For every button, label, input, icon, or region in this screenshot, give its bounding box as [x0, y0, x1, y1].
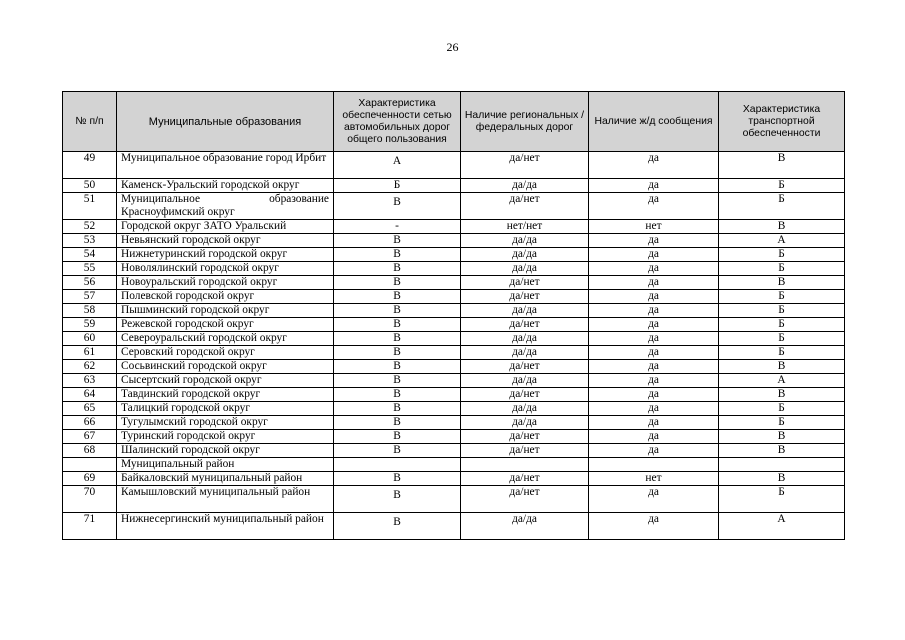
cell-regional: да/нет: [461, 444, 589, 458]
table-row: [63, 290, 845, 304]
cell-transport: Б: [719, 346, 845, 360]
table-row: [63, 402, 845, 416]
cell-transport: Б: [719, 416, 845, 430]
cell-network: В: [334, 262, 461, 276]
cell-name: Байкаловский муниципальный район: [117, 472, 334, 486]
cell-transport: В: [719, 152, 845, 179]
table-row: [63, 416, 845, 430]
table-row: [63, 332, 845, 346]
cell-name: Пышминский городской округ: [117, 304, 334, 318]
table-row: [63, 444, 845, 458]
cell-rail: да: [589, 360, 719, 374]
cell-name: Невьянский городской округ: [117, 234, 334, 248]
cell-network-value: В: [393, 196, 401, 208]
cell-regional: да/нет: [461, 388, 589, 402]
table-row: [63, 318, 845, 332]
cell-network: В: [334, 276, 461, 290]
cell-network: В: [334, 346, 461, 360]
header-transport: Характеристика транспортной обеспеченности: [719, 92, 845, 152]
cell-name: Муниципальный район: [117, 458, 334, 472]
table-row: [63, 388, 845, 402]
table-header: [63, 92, 845, 152]
cell-network: В: [334, 388, 461, 402]
cell-network: В: [334, 304, 461, 318]
header-network: Характеристика обеспеченности сетью автомобильных дорог общего пользования: [334, 92, 461, 152]
page-number: 26: [446, 40, 459, 54]
cell-rail: да: [589, 179, 719, 193]
cell-name: Тавдинский городской округ: [117, 388, 334, 402]
cell-transport: Б: [719, 193, 845, 220]
cell-num: 51: [63, 193, 117, 220]
cell-num: 68: [63, 444, 117, 458]
cell-rail: [589, 458, 719, 472]
cell-regional: да/да: [461, 332, 589, 346]
cell-name: Городской округ ЗАТО Уральский: [117, 220, 334, 234]
table-row: [63, 430, 845, 444]
cell-name: Режевской городской округ: [117, 318, 334, 332]
cell-rail: да: [589, 444, 719, 458]
cell-num: 62: [63, 360, 117, 374]
cell-rail: да: [589, 248, 719, 262]
table-row: [63, 513, 845, 540]
table-row: [63, 486, 845, 513]
cell-regional: да/да: [461, 304, 589, 318]
cell-rail: да: [589, 513, 719, 540]
cell-transport: В: [719, 220, 845, 234]
cell-transport: А: [719, 513, 845, 540]
cell-rail: да: [589, 318, 719, 332]
cell-regional: да/нет: [461, 318, 589, 332]
cell-network: В: [334, 444, 461, 458]
cell-rail: да: [589, 234, 719, 248]
table-row: [63, 346, 845, 360]
cell-network: [334, 193, 461, 220]
cell-regional: да/да: [461, 346, 589, 360]
cell-transport: А: [719, 234, 845, 248]
cell-transport: [719, 458, 845, 472]
cell-rail: да: [589, 262, 719, 276]
cell-regional: да/да: [461, 513, 589, 540]
cell-regional: да/нет: [461, 360, 589, 374]
cell-name: Камышловский муниципальный район: [117, 486, 334, 513]
cell-rail: да: [589, 486, 719, 513]
cell-regional: да/да: [461, 402, 589, 416]
cell-name: Нижнесергинский муниципальный район: [117, 513, 334, 540]
cell-network: [334, 458, 461, 472]
cell-regional: да/нет: [461, 290, 589, 304]
table-row: [63, 276, 845, 290]
cell-num: 67: [63, 430, 117, 444]
cell-network: В: [334, 332, 461, 346]
cell-regional: да/да: [461, 374, 589, 388]
cell-transport: В: [719, 276, 845, 290]
cell-transport: Б: [719, 248, 845, 262]
table-row: [63, 248, 845, 262]
cell-network: В: [334, 248, 461, 262]
cell-network: [334, 486, 461, 513]
cell-transport: Б: [719, 290, 845, 304]
cell-network: В: [334, 234, 461, 248]
cell-name: Туринский городской округ: [117, 430, 334, 444]
cell-rail: да: [589, 152, 719, 179]
cell-num: 54: [63, 248, 117, 262]
cell-transport: Б: [719, 262, 845, 276]
cell-num: 49: [63, 152, 117, 179]
cell-rail: да: [589, 193, 719, 220]
header-regional: Наличие региональных / федеральных дорог: [461, 92, 589, 152]
cell-num: 63: [63, 374, 117, 388]
cell-name: Сосьвинский городской округ: [117, 360, 334, 374]
cell-regional: да/да: [461, 416, 589, 430]
cell-num: [63, 458, 117, 472]
cell-num: 64: [63, 388, 117, 402]
cell-name: Новолялинский городской округ: [117, 262, 334, 276]
cell-num: 55: [63, 262, 117, 276]
cell-name: Талицкий городской округ: [117, 402, 334, 416]
cell-transport: В: [719, 360, 845, 374]
cell-name: Сысертский городской округ: [117, 374, 334, 388]
cell-network: В: [334, 318, 461, 332]
cell-name: Серовский городской округ: [117, 346, 334, 360]
cell-rail: да: [589, 374, 719, 388]
cell-regional: да/да: [461, 234, 589, 248]
cell-num: 53: [63, 234, 117, 248]
cell-network-value: В: [393, 489, 401, 501]
cell-regional: да/да: [461, 248, 589, 262]
cell-transport: Б: [719, 332, 845, 346]
cell-network: В: [334, 416, 461, 430]
cell-name: Тугулымский городской округ: [117, 416, 334, 430]
cell-network: [334, 513, 461, 540]
cell-name: Шалинский городской округ: [117, 444, 334, 458]
cell-name: Муниципальное образование Красноуфимский округ: [117, 193, 334, 220]
cell-network: -: [334, 220, 461, 234]
header-num: № п/п: [63, 92, 117, 152]
cell-num: 71: [63, 513, 117, 540]
cell-transport: В: [719, 388, 845, 402]
cell-network: В: [334, 472, 461, 486]
cell-rail: да: [589, 388, 719, 402]
table-row: [63, 179, 845, 193]
cell-num: 66: [63, 416, 117, 430]
cell-regional: да/да: [461, 179, 589, 193]
table-row: [63, 220, 845, 234]
cell-transport: В: [719, 472, 845, 486]
cell-rail: да: [589, 276, 719, 290]
cell-name: Новоуральский городской округ: [117, 276, 334, 290]
cell-num: 70: [63, 486, 117, 513]
cell-network: [334, 152, 461, 179]
transport-table: [62, 91, 845, 540]
cell-num: 59: [63, 318, 117, 332]
cell-transport: Б: [719, 318, 845, 332]
table-row: [63, 374, 845, 388]
cell-regional: да/нет: [461, 430, 589, 444]
cell-network: В: [334, 290, 461, 304]
table-row: [63, 152, 845, 179]
cell-num: 57: [63, 290, 117, 304]
cell-rail: да: [589, 290, 719, 304]
cell-network: В: [334, 430, 461, 444]
cell-network-value: В: [393, 516, 401, 528]
cell-regional: да/да: [461, 262, 589, 276]
cell-transport: Б: [719, 402, 845, 416]
table-row: [63, 458, 845, 472]
table-row: [63, 360, 845, 374]
cell-rail: да: [589, 332, 719, 346]
cell-rail: нет: [589, 472, 719, 486]
cell-network: Б: [334, 179, 461, 193]
table-row: [63, 304, 845, 318]
cell-regional: да/нет: [461, 152, 589, 179]
cell-name: Североуральский городской округ: [117, 332, 334, 346]
cell-num: 61: [63, 346, 117, 360]
cell-name: Полевской городской округ: [117, 290, 334, 304]
cell-regional: да/нет: [461, 472, 589, 486]
cell-regional: нет/нет: [461, 220, 589, 234]
cell-num: 50: [63, 179, 117, 193]
cell-transport: Б: [719, 486, 845, 513]
table-row: [63, 234, 845, 248]
cell-num: 52: [63, 220, 117, 234]
cell-rail: да: [589, 416, 719, 430]
cell-rail: да: [589, 346, 719, 360]
cell-rail: да: [589, 402, 719, 416]
table-row: [63, 262, 845, 276]
table-body: [63, 152, 845, 540]
cell-rail: нет: [589, 220, 719, 234]
cell-num: 65: [63, 402, 117, 416]
cell-transport: В: [719, 430, 845, 444]
cell-name: Муниципальное образование город Ирбит: [117, 152, 334, 179]
cell-rail: да: [589, 304, 719, 318]
cell-regional: [461, 458, 589, 472]
cell-name: Каменск-Уральский городской округ: [117, 179, 334, 193]
cell-transport: Б: [719, 304, 845, 318]
cell-transport: А: [719, 374, 845, 388]
cell-name: Нижнетуринский городской округ: [117, 248, 334, 262]
cell-network: В: [334, 402, 461, 416]
cell-regional: да/нет: [461, 486, 589, 513]
cell-num: 69: [63, 472, 117, 486]
cell-num: 58: [63, 304, 117, 318]
cell-regional: да/нет: [461, 276, 589, 290]
cell-network: В: [334, 374, 461, 388]
cell-rail: да: [589, 430, 719, 444]
cell-transport: Б: [719, 179, 845, 193]
cell-num: 56: [63, 276, 117, 290]
cell-transport: В: [719, 444, 845, 458]
header-rail: Наличие ж/д сообщения: [589, 92, 719, 152]
header-name: Муниципальные образования: [117, 92, 334, 152]
cell-network-value: А: [392, 155, 402, 167]
table-row: [63, 472, 845, 486]
cell-num: 60: [63, 332, 117, 346]
table-row: [63, 193, 845, 220]
cell-regional: да/нет: [461, 193, 589, 220]
cell-network: В: [334, 360, 461, 374]
